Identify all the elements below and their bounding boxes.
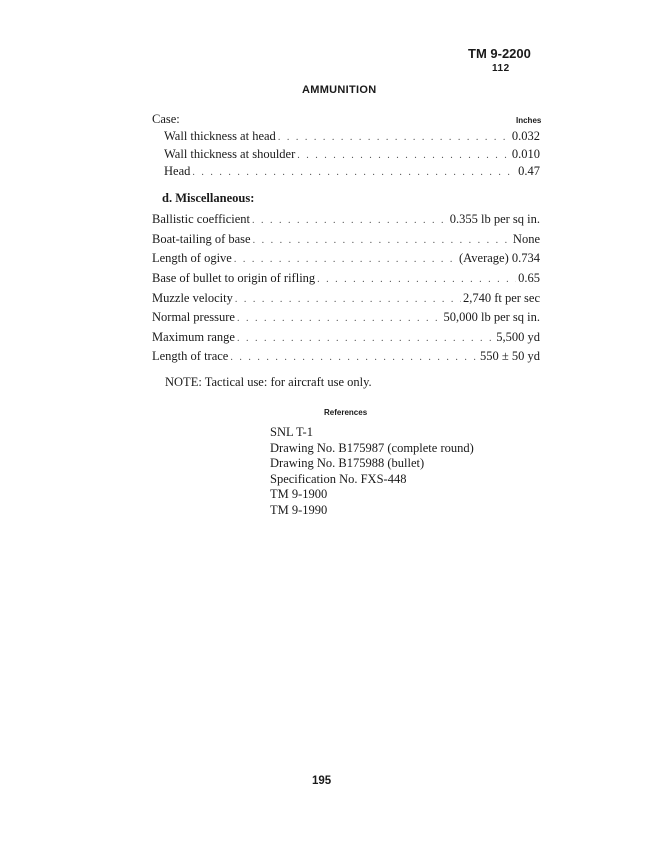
- spec-row: [164, 147, 540, 163]
- spec-label: Length of trace: [152, 349, 229, 363]
- spec-value: 0.47: [518, 164, 540, 178]
- spec-label: Base of bullet to origin of rifling: [152, 271, 316, 285]
- spec-label: Boat-tailing of base: [152, 232, 251, 246]
- dot-leader: [253, 233, 511, 248]
- reference-item: TM 9-1990: [270, 502, 328, 517]
- reference-item: Drawing No. B175988 (bullet): [270, 456, 425, 470]
- reference-item: SNL T-1: [270, 425, 313, 439]
- spec-row: [164, 129, 540, 145]
- dot-leader: [192, 165, 516, 180]
- spec-row: [152, 310, 540, 326]
- document-page-number: 112: [492, 63, 510, 74]
- spec-label: Wall thickness at shoulder: [164, 147, 296, 161]
- spec-value: None: [512, 232, 540, 246]
- spec-label: Muzzle velocity: [152, 291, 233, 305]
- spec-row: [152, 232, 540, 248]
- reference-item: Drawing No. B175987 (complete round): [270, 440, 474, 455]
- spec-value: 2,740 ft per sec: [462, 291, 540, 305]
- spec-row: [152, 271, 540, 287]
- spec-row: [152, 330, 540, 346]
- case-label: Case:: [152, 112, 180, 126]
- section-title: AMMUNITION: [302, 84, 377, 96]
- spec-value: (Average) 0.734: [459, 251, 540, 265]
- dot-leader: [230, 350, 478, 365]
- reference-item: Specification No. FXS-448: [270, 471, 407, 486]
- subsection-heading: d. Miscellaneous:: [162, 191, 255, 205]
- spec-label: Maximum range: [152, 330, 235, 344]
- spec-value: 0.65: [518, 271, 540, 285]
- document-number: TM 9-2200: [468, 46, 531, 61]
- footer-page-number: 195: [312, 775, 332, 787]
- reference-item: TM 9-1900: [270, 487, 328, 501]
- spec-label: Wall thickness at head: [164, 129, 276, 143]
- spec-label: Ballistic coefficient: [152, 212, 250, 226]
- spec-value: 0.032: [511, 129, 540, 143]
- dot-leader: [252, 213, 448, 228]
- tactical-note: NOTE: Tactical use: for aircraft use only.: [165, 375, 372, 389]
- spec-row: [152, 349, 540, 365]
- spec-label: Length of ogive: [152, 251, 232, 265]
- spec-label: Head: [164, 164, 191, 178]
- dot-leader: [235, 292, 461, 307]
- spec-row: [152, 291, 540, 307]
- spec-row: [152, 212, 540, 228]
- dot-leader: [237, 331, 494, 346]
- spec-value: 0.010: [511, 147, 540, 161]
- dot-leader: [297, 148, 510, 163]
- dot-leader: [234, 252, 457, 267]
- dot-leader: [317, 272, 516, 287]
- spec-label: Normal pressure: [152, 310, 235, 324]
- dot-leader: [237, 311, 442, 326]
- spec-value: 550 ± 50 yd: [480, 349, 540, 363]
- spec-value: 0.355 lb per sq in.: [449, 212, 540, 226]
- units-header: Inches: [516, 116, 542, 125]
- references-title: References: [324, 408, 368, 417]
- references-list: [270, 425, 474, 518]
- spec-value: 50,000 lb per sq in.: [443, 310, 540, 324]
- spec-row: [152, 251, 540, 267]
- spec-value: 5,500 yd: [496, 330, 540, 344]
- spec-row: [164, 164, 540, 180]
- dot-leader: [278, 130, 510, 145]
